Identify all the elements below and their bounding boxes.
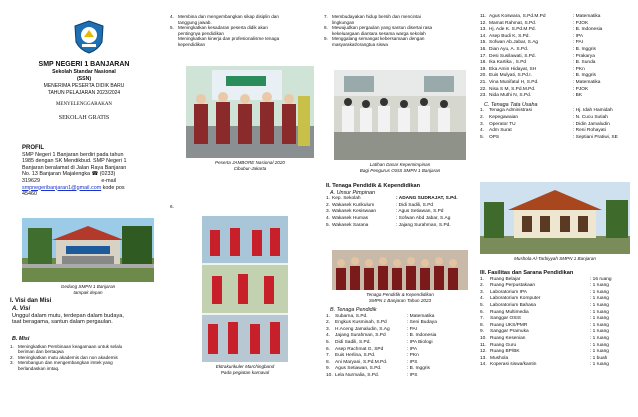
row-value: : Seni Budaya (407, 320, 437, 326)
row-key: Asep Rachmat G, SPd (335, 346, 384, 352)
row-value: : IPS (407, 372, 418, 378)
row-num: 4. (480, 128, 485, 134)
pendidik-continued (480, 14, 636, 141)
row-value: : Jajang Surahman, S.Pd. (396, 222, 451, 228)
row-value: : B. Inggris (573, 73, 596, 79)
misi-text: beriman dan bertaqwa (18, 349, 64, 355)
jambore-caption (186, 160, 314, 171)
jambore-photo (186, 66, 314, 158)
caption-line: Latihan Dasar Kepemimpinan (369, 162, 431, 167)
row-value: : 1 ruang (590, 362, 609, 368)
row-value: : 1 ruang (590, 283, 609, 289)
misi-num (324, 42, 332, 48)
row-key: Asep Budi K, S.Pd. (489, 33, 530, 39)
row-num: 1. (480, 108, 485, 114)
row-key: Laboratorium IPA (490, 289, 527, 295)
row-value: : Prakarya (573, 53, 595, 59)
misi-num: 8. (324, 25, 328, 31)
pimpinan-row (326, 216, 474, 223)
pendidik-row (326, 333, 474, 340)
pendidik-row (326, 353, 474, 360)
misi-num: 5. (170, 25, 174, 31)
misi-text: Meningkatkan mutu akademis dan non akademis (18, 354, 118, 360)
row-num: 14. (480, 33, 487, 39)
building-photo (22, 218, 154, 282)
misi-item (324, 42, 474, 48)
visi-misi-heading: I. Visi dan Misi (10, 298, 52, 304)
pendidik-row (326, 373, 474, 380)
row-key: Tenaga Administrasi (489, 108, 532, 114)
row-value: : Matematika (407, 313, 435, 319)
row-value: : Didin Jamaludin (573, 121, 610, 127)
pendidik-row (326, 340, 474, 347)
row-value: : ADANG SUDRAJAT, S.Pd. (396, 196, 458, 202)
row-num: 13. (480, 355, 487, 361)
row-key: Subarna, S.Pd. (335, 313, 368, 319)
row-num: 13. (480, 27, 487, 33)
row-num: 4. (326, 333, 331, 339)
pendidik-row (480, 73, 636, 80)
menyelenggarakan: MENYELENGGARAKAN (55, 102, 113, 107)
row-value: : Matematika (573, 14, 601, 19)
profile-section (22, 145, 162, 198)
row-num: 17. (480, 53, 487, 59)
misi-text: Meningkatkan Pembinaan keagamaan untuk selalu (18, 343, 123, 349)
row-key: Dian Ayu, A. S.Pd. (489, 46, 529, 52)
row-key: Euis Herlina, S.Pd. (335, 353, 376, 359)
postal-code: 45460 (22, 191, 37, 198)
misi-text: pentingnya pendidikan (178, 30, 224, 36)
row-num: 1. (480, 276, 485, 282)
osis-photo (334, 70, 466, 160)
row-key: Hj. Ade K. S.Pd.M.Pd. (489, 27, 536, 33)
misi-text: masyarakat/orangtua siswa (332, 41, 388, 47)
row-key: Mamat Rahmat, S.Pd. (489, 20, 537, 26)
fasilitas-heading: III. Fasilitas dan Sarana Pendidikan (480, 270, 574, 276)
row-key: Ruang Perpustakaan (490, 283, 536, 289)
row-key: Vina Munifatul H, S.Pd. (489, 79, 539, 85)
fasilitas-row (480, 362, 636, 369)
pendidik-row (326, 366, 474, 373)
row-value: : 1 ruang (590, 316, 609, 322)
row-num: 2. (326, 202, 331, 208)
row-num: 8. (326, 359, 331, 365)
row-key: Sanggar OSIS (490, 316, 521, 322)
column-4 (478, 0, 636, 417)
caption-line: Pada pegiatan karnaval (220, 369, 270, 375)
visi-text-line: Unggul dalam mutu, terdepan dalam budaya, (12, 312, 124, 319)
misi-num: 7. (324, 14, 328, 19)
fasilitas-row (480, 316, 636, 323)
row-num: 7. (326, 353, 331, 359)
row-value: : Matematika (573, 79, 601, 85)
row-value: : B. Indonesia (407, 333, 437, 339)
row-key: Euis Mulyati, S.Pd.I. (489, 73, 532, 79)
row-num: 21. (480, 79, 487, 85)
visi-label: A. Visi (12, 305, 31, 312)
row-value: : 1 ruang (590, 342, 609, 348)
row-key: Ruang Kesenian (490, 335, 526, 341)
row-key: Mushola (490, 355, 509, 361)
row-value: : 16 ruang (590, 276, 612, 282)
misi-text: lingkungan (332, 19, 355, 25)
fasilitas-section (480, 270, 636, 369)
row-key: H.Aceng Jamaludin, S.Ag (335, 326, 390, 332)
mushola-caption: Mushola Al-Tarbiyyah SMPN 1 Banjaran (514, 256, 596, 261)
fasilitas-row (480, 296, 636, 303)
tata-usaha-row (480, 135, 636, 142)
misi-text: Meningkatkan kesadaran peserta didik akan (178, 25, 268, 31)
row-key: Ani Maryani, S.Pd.M.Pd. (335, 359, 388, 365)
row-num: 11. (480, 342, 487, 348)
school-header (4, 60, 164, 122)
row-key: Agus Koswara, S.Pd.M.Pd (489, 14, 546, 19)
marching-caption (186, 364, 304, 375)
school-logo (72, 20, 106, 54)
caption-line: Peserta JAMBORE Nasional 2020 (215, 160, 285, 165)
row-value: : PKn (407, 353, 419, 359)
row-key: Nisa S M, S.Pd.M.Pd. (489, 86, 536, 92)
year-line: TAHUN PELAJARAN 2023/2024 (47, 89, 121, 96)
row-num: 5. (326, 339, 331, 345)
pendidik-row (480, 27, 636, 34)
email-link[interactable]: smpnegeribanjaran1@gmail.com (22, 184, 102, 191)
row-key: Laboratorium Bahasa (490, 302, 536, 308)
misi-continued (170, 14, 318, 48)
row-key: Wakasek Sarana (332, 222, 369, 228)
caption-line: Gedung SMPN 1 Banjaran (60, 284, 116, 289)
row-key: Kep. Sekolah (332, 196, 361, 202)
row-value: : PJOK (573, 86, 589, 92)
row-key: Eka Amin Hidayat, SH (489, 66, 537, 72)
pendidik-row (480, 80, 636, 87)
row-num: 1. (326, 196, 331, 202)
row-num: 12. (480, 349, 487, 355)
row-key: Laboratorium Komputer (490, 296, 541, 302)
misi-text: kependidikan (178, 41, 206, 47)
row-value: : Hj. Idah Hamidah (573, 108, 613, 114)
misi-num: 2. (10, 354, 14, 360)
misi-text: Membangun dan mengembangkan imtek yang (18, 360, 113, 366)
pimpinan-row (326, 196, 474, 203)
row-key: Jajang Surahman, S.Pd (335, 333, 386, 339)
row-value: : 1 ruang (590, 322, 609, 328)
row-key: Wakasek Kurikulum (332, 202, 375, 208)
row-num: 2. (326, 320, 331, 326)
row-key: Ruang Belajar (490, 276, 521, 282)
profile-line: Banjaran beralamat di Jalan Raya Banjaran (22, 164, 127, 171)
tata-usaha-row (480, 108, 636, 115)
tenaga-section (326, 183, 474, 229)
row-value: : 1 ruang (590, 296, 609, 302)
caption-line: Cibubur-Jakarta (233, 165, 267, 171)
row-key: Kepegawaian (489, 114, 519, 120)
misi-text: Meningkatkan kinerja dan profesionalisme tenaga (178, 36, 280, 42)
row-num: 3. (480, 289, 485, 295)
school-standard: Sekolah Standar Nasional (52, 69, 116, 75)
caption-line: tampak depan (73, 289, 103, 295)
pimpinan-label: A. Unsur Pimpinan (330, 189, 375, 196)
misi-num (10, 366, 18, 372)
profile-line: 1985 dengan SK Mendikbud. SMP Negeri 1 (22, 158, 127, 165)
row-key: Operator TU (489, 121, 516, 127)
pendidik-row (480, 47, 636, 54)
mushola-photo (480, 182, 630, 254)
pendidik-section (326, 307, 474, 380)
marching-photo (202, 216, 288, 362)
row-key: Didi Sadili, S.Pd. (335, 339, 371, 345)
row-key: Engkus Kusminah, S.Pd (335, 320, 387, 326)
tata-usaha-row (480, 128, 636, 135)
caption-line: SMPN 1 Banjaran Tahun 2023 (368, 297, 432, 303)
fasilitas-row (480, 329, 636, 336)
row-value: : IPA (407, 346, 418, 352)
row-num: 6. (326, 346, 331, 352)
row-value: : B. Inggris (573, 46, 596, 52)
row-value: : Sofwan Abd Jabar, S.Ag (396, 215, 451, 221)
row-key: Ruang BP/BK (490, 349, 520, 355)
row-value: : Agus Setiawan, S.Pd (396, 209, 444, 215)
group-photo (332, 250, 468, 290)
row-num: 23. (480, 93, 487, 99)
column-1 (4, 0, 164, 417)
caption-line: Ektrakurikuler Marchingband (215, 364, 275, 369)
row-value: : PAI (573, 40, 584, 46)
row-value: : IPA Biologi (407, 339, 433, 345)
row-num: 5. (326, 222, 331, 228)
misi-num: 1. (10, 343, 14, 349)
row-value: : 1 ruang (590, 335, 609, 341)
row-key: Agus Setiawan, S.Pd. (335, 366, 382, 372)
row-num: 2. (480, 283, 485, 289)
row-value: : Didi Sadili, S.Pd (396, 202, 434, 208)
row-num: 4. (480, 296, 485, 302)
row-num: 5. (480, 302, 485, 308)
row-num: 4. (326, 215, 331, 221)
row-num: 10. (326, 372, 333, 378)
misi-text: kekeluargaan diantara sesama warga sekolah (332, 30, 426, 36)
row-value: : PAI (407, 326, 418, 332)
profile-line: 319629 e-mail (22, 177, 117, 184)
email-after: kode pos (101, 184, 125, 191)
row-num: 11. (480, 14, 487, 19)
row-value: : 1 ruang (590, 349, 609, 355)
profile-line: SMP Negeri 1 Banjaran berdiri pada tahun (22, 151, 124, 158)
row-value: : Septiani Pratiwi, SE (573, 134, 618, 140)
row-key: Adm Surat (489, 128, 512, 134)
row-key: Koperasi siswa/kantin (490, 362, 537, 368)
pendidik-row (480, 14, 636, 21)
row-value: : 1 ruang (590, 309, 609, 315)
misi-num: 3. (10, 360, 14, 366)
school-ssn: (SSN) (76, 76, 92, 82)
pendidik-row (480, 93, 636, 100)
row-num: 5. (480, 134, 485, 140)
row-value: : BK (573, 93, 583, 99)
tata-usaha-label: C. Tenaga Tata Usaha (484, 101, 538, 108)
row-num: 9. (480, 329, 485, 335)
osis-caption (334, 162, 466, 173)
row-key: Nida Muthi N, S.Pd. (489, 93, 532, 99)
row-num: 3. (326, 209, 331, 215)
fasilitas-row (480, 349, 636, 356)
pendidik-row (480, 40, 636, 47)
row-num: 14. (480, 362, 487, 368)
caption-line: Tenaga Pendidik & Kependidikan (366, 292, 434, 297)
row-key: Ruang Multimedia (490, 309, 529, 315)
row-value: : IPS (407, 359, 418, 365)
row-num: 12. (480, 20, 487, 26)
row-num: 1. (326, 313, 331, 319)
school-name: SMP NEGERI 1 BANJARAN (38, 61, 130, 68)
row-num: 20. (480, 73, 487, 79)
row-value: : 1 ruang (590, 302, 609, 308)
fasilitas-row (480, 283, 636, 290)
row-num: 18. (480, 60, 487, 66)
pendidik-row (480, 60, 636, 67)
row-key: Sofwan Ab.Jabar, S.Ag (489, 40, 539, 46)
row-value: : IPA (573, 33, 584, 39)
misi-text: Menggalang semangat kebersamaan dengan (332, 36, 425, 42)
misi-item (170, 42, 318, 48)
row-num: 16. (480, 46, 487, 52)
misi-item-6: 6. (170, 204, 174, 209)
misi-text: tanggung jawab. (178, 19, 212, 25)
tenaga-heading: II. Tenaga Pendidik & Kependidikan (326, 183, 421, 189)
misi-num: 9. (324, 36, 328, 42)
row-value: : B. Indonesia (573, 27, 603, 33)
row-value: : N. Cucu Sutiah (573, 114, 608, 120)
sekolah-gratis: SEKOLAH GRATIS (58, 114, 110, 121)
row-key: Sanggar Pramuka (490, 329, 529, 335)
row-value: : 1 buah (590, 355, 608, 361)
row-value: : 1 ruang (590, 329, 609, 335)
misi-text: Membudayakan hidup bersih dan mencintai (332, 14, 421, 19)
row-value: : PKn (573, 66, 585, 72)
fasilitas-row (480, 336, 636, 343)
tata-usaha-row (480, 115, 636, 122)
row-key: Ruang UKS/PMR (490, 322, 528, 328)
misi-continued-2 (324, 14, 474, 48)
fasilitas-row (480, 303, 636, 310)
pimpinan-row (326, 223, 474, 230)
row-num: 9. (326, 366, 331, 372)
pendidik-row (326, 320, 474, 327)
row-num: 2. (480, 114, 485, 120)
caption-line: Bagi Pengurus OSIS SMPN 1 Banjaran (359, 167, 441, 173)
misi-num: 4. (170, 14, 174, 19)
ppdb-line: MENERIMA PESERTA DIDIK BARU (43, 83, 125, 89)
row-value: : Reni Rohayati (573, 128, 606, 134)
row-value: : B. Sunda (573, 60, 596, 66)
visi-misi-section (10, 298, 164, 372)
row-value: : 1 ruang (590, 289, 609, 295)
pendidik-label: B. Tenaga Pendidik (330, 307, 377, 313)
misi-text: Mewujudkan pergaulan yang santun disertai rasa (332, 25, 433, 31)
row-num: 19. (480, 66, 487, 72)
row-key: Ruang Guru (490, 342, 517, 348)
pimpinan-row (326, 209, 474, 216)
row-key: OPS (489, 134, 500, 140)
column-3 (322, 0, 474, 417)
misi-text: berlandaskan imtaq. (18, 366, 60, 372)
row-num: 3. (480, 121, 485, 127)
row-value: : PJOK (573, 20, 589, 26)
group-caption (332, 292, 468, 303)
row-key: Wakasek Kesiswaan (332, 209, 377, 215)
row-num: 15. (480, 40, 487, 46)
column-2 (168, 0, 318, 417)
row-key: Lela Nurmalia, S.Pd. (335, 372, 379, 378)
misi-label: B. Misi (12, 336, 30, 343)
misi-num (170, 42, 178, 48)
row-num: 10. (480, 335, 487, 341)
row-key: Desi Susilawati, S.Pd. (489, 53, 536, 59)
row-num: 7. (480, 316, 485, 322)
misi-item (10, 366, 164, 372)
profile-heading: PROFIL (22, 145, 44, 151)
visi-text-line: taat beragama, santun dalam pergaulan. (12, 319, 113, 326)
misi-text: Membina dan mengembangkan sikap disiplin dan (178, 14, 279, 19)
row-num: 3. (326, 326, 331, 332)
row-value: : B. Inggris (407, 366, 430, 372)
row-num: 8. (480, 322, 485, 328)
row-key: Wakasek Humas (332, 215, 369, 221)
profile-line: No. 13 Banjaran Majalengka ☎ (0233) (22, 171, 116, 178)
row-num: 22. (480, 86, 487, 92)
row-key: Ika Kartika , S.Pd (489, 60, 527, 66)
row-num: 6. (480, 309, 485, 315)
building-caption (22, 284, 154, 295)
